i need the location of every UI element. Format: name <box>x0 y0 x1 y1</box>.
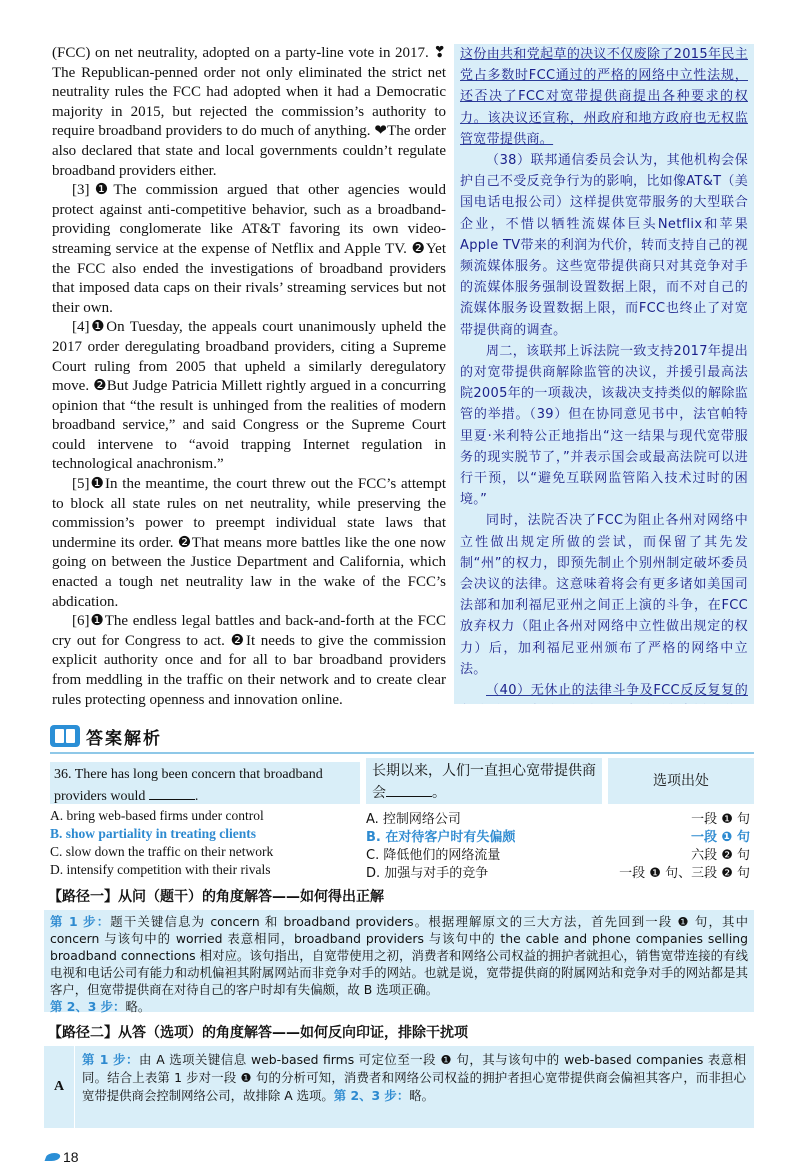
path-one-step1-label: 第 1 步： <box>50 914 111 929</box>
option-row-d <box>50 862 754 880</box>
option-row-c <box>50 844 754 862</box>
option-d-source: 一段 ❶ 句、三段 ❷ 句 <box>619 866 750 881</box>
option-c-cn: C. 降低他们的网络流量 <box>366 848 501 863</box>
path-one-steps <box>44 910 754 1012</box>
path-one-step23-label: 第 2、3 步： <box>50 999 126 1014</box>
option-d-cn: D. 加强与对手的竞争 <box>366 866 489 881</box>
answer-section-title-text: 答案解析 <box>86 728 162 749</box>
path-one-step23 <box>50 998 748 1015</box>
path-two-step-text <box>82 1051 746 1105</box>
translation-paragraph-3: （38）联邦通信委员会认为，其他机构会保护自己不受反竞争行为的影响，比如像AT&T（美国电话电报公司）这样提供宽带服务的大型联合企业，不惜以牺牲流媒体巨头Netflix和苹果Apple TV带来的利润为代价，转而支持自己的视频流媒体服务。这些宽带提供商只对其竞争对手的流媒体服务强制设置数据上限，而不对自己的流媒体服务设置数据上限，而FCC也终止了对宽带提供商的调查。 <box>460 153 748 338</box>
translation-paragraph-4: 周二，该联邦上诉法院一致支持2017年提出的对宽带提供商解除监管的决议，并援引最高法院2005年的一项裁决，该裁决支持类似的解除监管的举措。（39）但在协同意见书中，法官帕特里夏·米利特公正地指出“这一结果与现代宽带服务的现实脱节了，”并表示国会或最高法院可以进行干预，以“避免互联网监管陷入技术过时的困境。” <box>460 343 748 508</box>
translation-paragraph-2-cont: 这份由共和党起草的决议不仅废除了2015年民主党占多数时FCC通过的严格的网络中立性法规，还否决了FCC对宽带提供商提出各种要求的权力。该决议还宣称，州政府和地方政府也无权监管宽带提供商。 <box>460 47 748 147</box>
path-one-title: 【路径一】从问（题干）的角度解答——如何得出正解 <box>48 889 384 905</box>
passage-paragraph-3: [3]❶The commission argued that other agencies would protect against anti-competitive behavior, such as a broadband-providing conglomerate like AT&T favoring its own video-streaming service at the expense of Netflix and Apple TV. ❷Yet the FCC also ended the investigations of broadband providers that imposed data caps on their rivals’ streaming services but not their own. <box>52 182 446 316</box>
answer-blank <box>149 785 195 800</box>
path-one-step23-text: 略。 <box>125 999 151 1014</box>
option-a-cn: A. 控制网络公司 <box>366 812 461 827</box>
passage-paragraph-4: [4]❶On Tuesday, the appeals court unanimously upheld the 2017 order deregulating broadband providers, citing a Supreme Court ruling from 2005 that upheld a similarly deregulatory move. ❷But Judge Patricia Millett rightly argued in a concurring opinion that “the result is unhinged from the realities of modern broadband service,” and said Congress or the Supreme Court could intervene to “avoid trapping Internet regulation in technological anachronism.” <box>52 319 446 473</box>
question-text-cn: 长期以来，人们一直担心宽带提供商会 <box>372 763 596 801</box>
question-stem-en <box>50 762 360 804</box>
path-two-option-letter: A <box>44 1046 75 1128</box>
option-row-b <box>50 826 754 844</box>
passage-paragraph-5: [5]❶In the meantime, the court threw out the FCC’s attempt to block all state rules on net neutrality, while preserving the commission’s power to preempt individual state laws that undermine its order. ❷That means more battles like the one now going on between the Justice Department and California, which enacted a tough net neutrality law in the wake of the FCC’s abdication. <box>52 476 446 610</box>
answer-blank-cn <box>386 782 432 797</box>
option-b-cn: B. 在对待客户时有失偏颇 <box>366 830 516 845</box>
chinese-translation <box>454 44 754 704</box>
translation-paragraph-6: （40）无休止的法律斗争及FCC反反复复的 <box>486 683 748 699</box>
option-c-source: 六段 ❷ 句 <box>691 848 750 863</box>
path-two-steps <box>44 1046 754 1128</box>
question-end-en: . <box>194 789 199 804</box>
option-source-header-text: 选项出处 <box>653 773 709 789</box>
answer-section-title <box>50 723 162 749</box>
path-one-step1-text: 题干关键信息为 concern 和 broadband providers。根据理解原文的三大方法，首先回到一段 ❶ 句，其中 concern 与该句中的 worried 表意相同，broadband providers 与该句中的 the cable and phone companies selling broadband connections 相对应。该句指出，自宽带使用之初，消费者和网络公司权益的拥护者就担心，销售宽带连接的有线电视和电话公司有能力和动机偏袒其附属网站而非竞争对手的网站。也就是说，宽带提供商的附属网站和竞争对手的网站都是其客户，但宽带提供商在对待自己的客户时却有失偏颇，故 B 选项正确。 <box>50 914 748 997</box>
path-two-step1-text: 由 A 选项关键信息 web-based firms 可定位至一段 ❶ 句，其与该句中的 web-based companies 表意相同。结合上表第 1 步对一段 ❶ 句的分析可知，消费者和网络公司权益的拥护者担心宽带提供商会偏袒其客户，而非担心宽带提供商会控制网络公司，故排除 A 选项。 <box>82 1052 746 1103</box>
option-d-en: D. intensify competition with their rivals <box>50 862 271 877</box>
option-c-en: C. slow down the traffic on their network <box>50 844 274 859</box>
question-end-cn: 。 <box>432 785 446 801</box>
option-a-source: 一段 ❶ 句 <box>691 812 750 827</box>
path-two-step23-label: 第 2、3 步： <box>333 1088 410 1103</box>
book-icon <box>50 725 80 747</box>
path-two-step23-text: 略。 <box>409 1088 434 1103</box>
path-two-step1-label: 第 1 步： <box>82 1052 139 1067</box>
translation-paragraph-5: 同时，法院否决了FCC为阻止各州对网络中立性做出规定所做的尝试，而保留了其先发制“州”的权力，即预先制止个别州制定破坏委员会决议的法律。这意味着将会有更多诸如美国司法部和加利福尼亚州之间正上演的斗争，在FCC放弃权力（阻止各州对网络中立性做出规定的权力）后，加利福尼亚州颁布了严格的网络中立法。 <box>460 513 748 677</box>
question-text-en: 36. There has long been concern that broadband providers would <box>54 767 323 804</box>
leaf-icon <box>45 1153 62 1161</box>
option-b-source: 一段 ❶ 句 <box>690 830 750 845</box>
page-number-text: 18 <box>63 1149 79 1165</box>
passage-paragraph-2-cont: (FCC) on net neutrality, adopted on a party-line vote in 2017. ❣The Republican-penned order not only eliminated the strict net neutrality rules the FCC had adopted when it had a Democratic majority in 2015, but rejected the commission’s authority to require broadband providers to do much of anything. ❤The order also declared that state and local governments couldn’t regulate broadband providers either. <box>52 45 446 179</box>
passage-paragraph-6: [6]❶The endless legal battles and back-and-forth at the FCC cry out for Congress to act. ❷It needs to give the commission explicit authority once and for all to bar broadband providers from meddling in the traffic on their network and to create clear rules protecting openness and innovation online. <box>52 613 446 708</box>
option-row-a <box>50 808 754 826</box>
option-b-en: B. show partiality in treating clients <box>50 826 257 841</box>
path-two-title: 【路径二】从答（选项）的角度解答——如何反向印证，排除干扰项 <box>48 1025 468 1041</box>
question-stem-cn <box>366 758 602 804</box>
title-divider <box>50 752 754 754</box>
english-passage <box>52 44 446 710</box>
path-one-step-text <box>50 913 748 998</box>
option-a-en: A. bring web-based firms under control <box>50 808 264 823</box>
option-source-header <box>608 758 754 804</box>
